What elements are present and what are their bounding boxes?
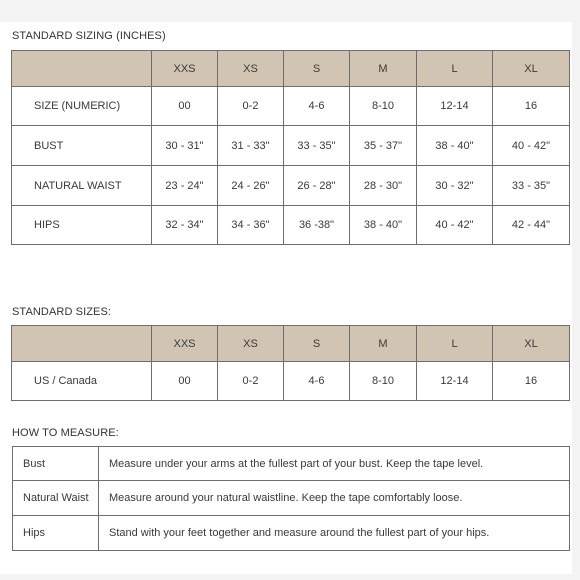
table-cell: 8-10: [350, 362, 417, 401]
table-cell: 32 - 34": [152, 206, 218, 245]
sizing-size-header: L: [417, 51, 493, 87]
sizing-size-header: S: [284, 51, 350, 87]
table-row: [13, 516, 570, 551]
table-cell: 38 - 40": [417, 126, 493, 166]
sizing-size-header: XS: [218, 51, 284, 87]
table-cell: 0-2: [218, 362, 284, 401]
table-row: [12, 87, 570, 126]
standard-size-header: XS: [218, 326, 284, 362]
standard-sizes-table: [11, 325, 570, 401]
table-cell: 26 - 28": [284, 166, 350, 206]
standard-sizes-header-row: [12, 326, 570, 362]
how-to-measure-title: HOW TO MEASURE:: [12, 427, 119, 439]
table-row: [12, 206, 570, 245]
table-cell: 12-14: [417, 87, 493, 126]
standard-size-header: S: [284, 326, 350, 362]
standard-sizes-title: STANDARD SIZES:: [12, 306, 112, 318]
table-cell: 4-6: [284, 362, 350, 401]
table-cell: 40 - 42": [417, 206, 493, 245]
bottom-border-strip: [0, 574, 580, 580]
table-cell: 34 - 36": [218, 206, 284, 245]
table-cell: 00: [152, 362, 218, 401]
table-cell: 4-6: [284, 87, 350, 126]
row-label: US / Canada: [12, 362, 152, 401]
table-cell: 36 -38": [284, 206, 350, 245]
table-cell: 38 - 40": [350, 206, 417, 245]
row-label: NATURAL WAIST: [12, 166, 152, 206]
table-cell: 33 - 35": [493, 166, 570, 206]
table-cell: 16: [493, 87, 570, 126]
measure-term: Natural Waist: [13, 481, 99, 516]
table-cell: 8-10: [350, 87, 417, 126]
table-cell: 24 - 26": [218, 166, 284, 206]
sizing-header-corner: [12, 51, 152, 87]
table-row: [13, 481, 570, 516]
table-cell: 40 - 42": [493, 126, 570, 166]
table-row: [12, 166, 570, 206]
row-label: BUST: [12, 126, 152, 166]
measure-description: Stand with your feet together and measure around the fullest part of your hips.: [99, 516, 570, 551]
table-row: [12, 126, 570, 166]
table-cell: 35 - 37": [350, 126, 417, 166]
table-cell: 0-2: [218, 87, 284, 126]
standard-size-header: XL: [493, 326, 570, 362]
table-cell: 42 - 44": [493, 206, 570, 245]
table-cell: 30 - 32": [417, 166, 493, 206]
right-border-strip: [572, 0, 580, 580]
measure-description: Measure under your arms at the fullest part of your bust. Keep the tape level.: [99, 447, 570, 481]
top-border-strip: [0, 0, 580, 22]
standard-size-header: XXS: [152, 326, 218, 362]
table-cell: 33 - 35": [284, 126, 350, 166]
standard-sizes-header-corner: [12, 326, 152, 362]
standard-size-header: M: [350, 326, 417, 362]
sizing-header-row: [12, 51, 570, 87]
table-cell: 16: [493, 362, 570, 401]
sizing-size-header: XXS: [152, 51, 218, 87]
measure-description: Measure around your natural waistline. Keep the tape comfortably loose.: [99, 481, 570, 516]
table-row: [12, 362, 570, 401]
table-cell: 31 - 33": [218, 126, 284, 166]
table-cell: 00: [152, 87, 218, 126]
table-cell: 30 - 31": [152, 126, 218, 166]
table-cell: 23 - 24": [152, 166, 218, 206]
standard-size-header: L: [417, 326, 493, 362]
sizing-table: [11, 50, 570, 245]
sizing-size-header: XL: [493, 51, 570, 87]
sizing-size-header: M: [350, 51, 417, 87]
measure-term: Bust: [13, 447, 99, 481]
row-label: SIZE (NUMERIC): [12, 87, 152, 126]
how-to-measure-table: [12, 446, 570, 551]
table-cell: 12-14: [417, 362, 493, 401]
measure-term: Hips: [13, 516, 99, 551]
row-label: HIPS: [12, 206, 152, 245]
table-row: [13, 447, 570, 481]
table-cell: 28 - 30": [350, 166, 417, 206]
sizing-title: STANDARD SIZING (INCHES): [12, 30, 166, 42]
